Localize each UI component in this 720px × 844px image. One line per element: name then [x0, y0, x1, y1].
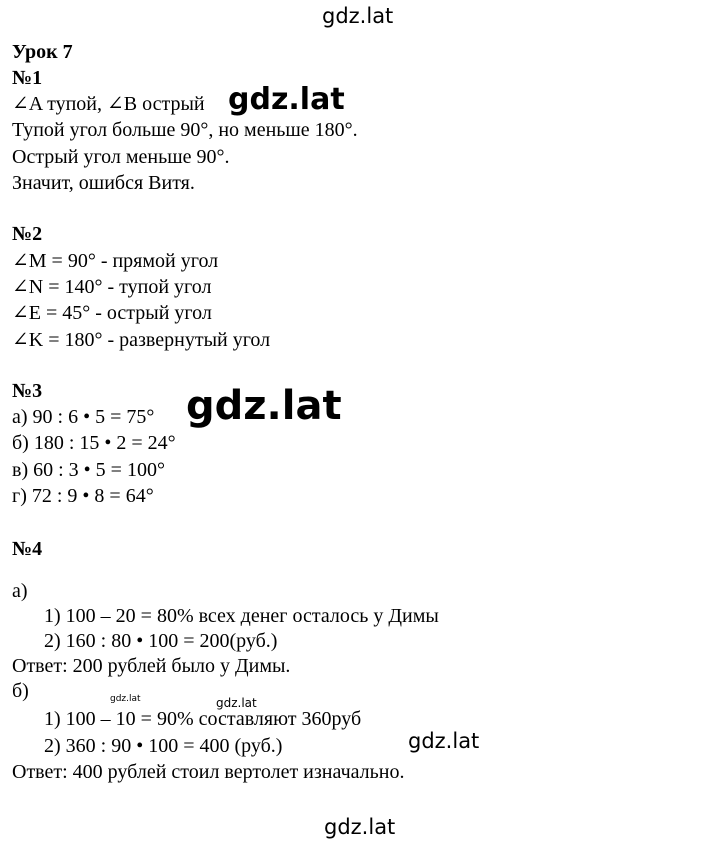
task-1-line-1: ∠A тупой, ∠B острый [12, 93, 205, 115]
task-3-line-1: а) 90 : 6 • 5 = 75° [12, 406, 155, 428]
task-4-number: №4 [12, 538, 43, 560]
task-2-line-2: ∠N = 140° - тупой угол [12, 276, 212, 298]
task-4-line-3: 1) 100 – 10 = 90% составляют 360руб [44, 708, 362, 730]
task-4-line-1: 1) 100 – 20 = 80% всех денег осталось у Димы [44, 605, 439, 627]
task-3-line-3: в) 60 : 3 • 5 = 100° [12, 459, 165, 481]
watermark-bottom: gdz.lat [324, 815, 396, 839]
watermark-big: gdz.lat [186, 383, 342, 429]
task-4-line-4: 2) 360 : 90 • 100 = 400 (руб.) [44, 735, 283, 757]
task-4-answer-a: Ответ: 200 рублей было у Димы. [12, 655, 291, 677]
task-1-line-4: Значит, ошибся Витя. [12, 172, 195, 194]
watermark-tiny-2: gdz.lat [216, 696, 257, 710]
task-4-part-b-label: б) [12, 680, 29, 702]
task-2-number: №2 [12, 223, 43, 245]
task-4-part-a-label: а) [12, 580, 28, 602]
task-2-line-3: ∠E = 45° - острый угол [12, 302, 212, 324]
watermark-right: gdz.lat [408, 729, 480, 753]
task-3-line-2: б) 180 : 15 • 2 = 24° [12, 432, 176, 454]
lesson-title: Урок 7 [12, 41, 73, 63]
task-3-line-4: г) 72 : 9 • 8 = 64° [12, 485, 154, 507]
watermark-tiny-1: gdz.lat [110, 694, 141, 704]
task-4-answer-b: Ответ: 400 рублей стоил вертолет изначально. [12, 761, 405, 783]
watermark-top: gdz.lat [322, 4, 394, 28]
task-4-line-2: 2) 160 : 80 • 100 = 200(руб.) [44, 630, 278, 652]
task-2-line-4: ∠K = 180° - развернутый угол [12, 329, 271, 351]
task-1-number: №1 [12, 67, 43, 89]
task-1-line-2: Тупой угол больше 90°, но меньше 180°. [12, 119, 358, 141]
task-2-line-1: ∠M = 90° - прямой угол [12, 250, 219, 272]
watermark-mid: gdz.lat [228, 82, 345, 117]
task-1-line-3: Острый угол меньше 90°. [12, 146, 230, 168]
task-3-number: №3 [12, 380, 43, 402]
